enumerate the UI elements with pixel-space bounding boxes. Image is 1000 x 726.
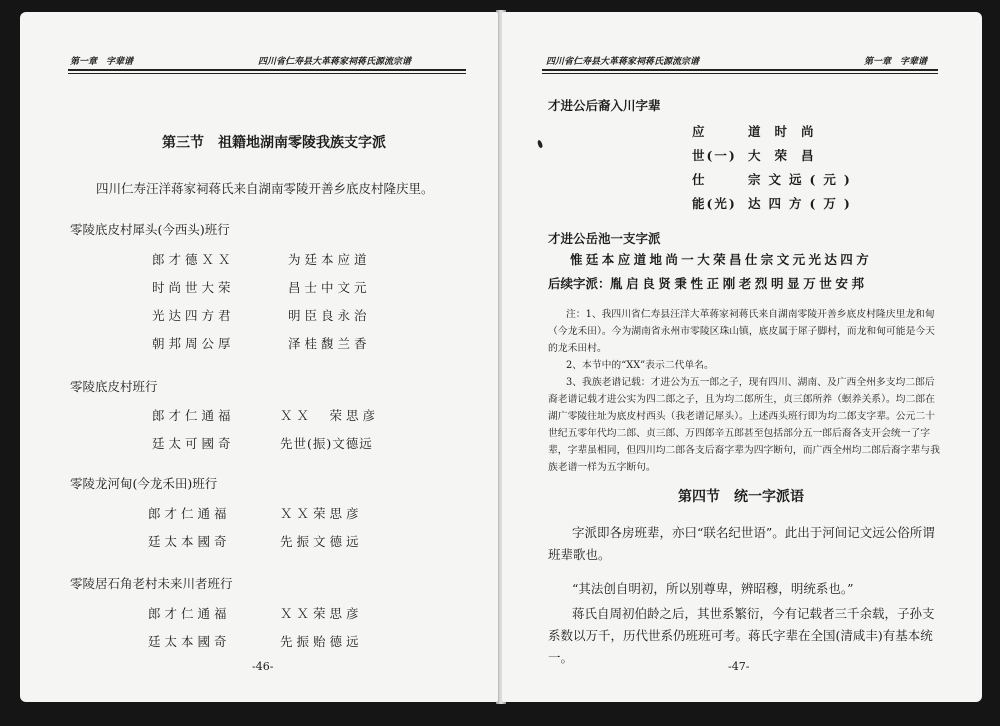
left-header-rule — [68, 69, 466, 71]
right-header-rule — [542, 69, 938, 71]
right-page-number: -47- — [728, 660, 750, 673]
right-header-book-title: 四川省仁寿县大革蒋家祠蒋氏源流宗谱 — [546, 57, 700, 67]
left-page-number: -46- — [252, 660, 274, 673]
right-section-title: 第四节 统一字派语 — [678, 489, 804, 505]
poem-first-char: 能(光) — [692, 196, 737, 211]
left-page — [20, 12, 498, 702]
group-heading: 才进公后裔入川字辈 — [548, 98, 661, 113]
right-page — [502, 12, 982, 702]
genealogy-right-col: ＸＸ荣思彦 — [280, 606, 363, 621]
genealogy-left-col: 朝邦周公厚 — [152, 336, 235, 351]
genealogy-left-col: 时尚世大荣 — [152, 280, 235, 295]
poem-first-char: 仕 — [692, 172, 709, 187]
quote-line: “其法创自明初，所以别尊卑，辨昭穆，明统系也。” — [572, 581, 854, 596]
genealogy-left-col: 郎才仁通福 — [148, 606, 231, 621]
poem-first-char: 世(一) — [692, 148, 737, 163]
genealogy-left-col: 郎才仁通福 — [148, 506, 231, 521]
genealogy-left-col: 郎才德ＸＸ — [152, 252, 235, 267]
genealogy-left-col: 光达四方君 — [152, 308, 235, 323]
genealogy-right-col: 昌士中文元 — [288, 280, 371, 295]
group-heading: 零陵底皮村犀头(今西头)班行 — [70, 222, 230, 237]
note-paragraph: 注：1、我四川省仁寿县汪洋大革蒋家祠蒋氏来自湖南零陵开善乡底皮村隆庆里龙和甸（今龙禾田）。今为湖南省永州市零陵区珠山镇，底皮属于犀子脚村，而龙和甸可能是今天的龙禾田村。 — [548, 309, 935, 354]
genealogy-right-col: 为廷本应道 — [288, 252, 371, 267]
continuation-line: 胤启良贤秉性正刚老烈明显万世安邦 — [610, 276, 868, 291]
genealogy-right-col: 明臣良永治 — [288, 308, 371, 323]
poem-rest: 道时尚 — [748, 124, 828, 139]
genealogy-right-col: ＸＸ 荣思彦 — [280, 408, 380, 423]
group-heading: 零陵居石角老村未来川者班行 — [70, 576, 233, 591]
note-paragraph: 2、本节中的“XX”表示二代单名。 — [566, 360, 714, 371]
poem-rest: 宗文远(元) — [748, 172, 858, 187]
body-paragraph: 字派即各房班辈，亦曰“联名纪世语”。此出于河间记文远公俗所谓班辈歌也。 — [548, 525, 935, 562]
note-paragraph: 3、我族老谱记载：才进公为五一郎之子，现有四川、湖南、及广西全州多支均二郎后裔老谱记载才进公实为四二郎之子，且为均二郎所生，贞三郎所养（螟养关系）。均二郎在湖广零陵往址为底皮村西头（我老谱记犀头）。上述西头班行即为均二郎支字辈。公元二十世纪五零年代均二郎、贞三郎、万四郎辛五郎甚至包括部分五一郎后裔各支开会统一了字辈，字辈虽相同，但四川均二郎各支后裔字辈为四字断句，而广西全州均二郎后裔字辈与我族老谱一样为五字断句。 — [548, 377, 940, 473]
genealogy-right-col: 先振文德远 — [280, 534, 363, 549]
genealogy-right-col: 泽桂馥兰香 — [288, 336, 371, 351]
ink-mark — [537, 140, 543, 149]
genealogy-left-col: 廷太本國奇 — [148, 534, 231, 549]
genealogy-left-col: 廷太本國奇 — [148, 634, 231, 649]
genealogy-right-col: 先世(振)文德远 — [280, 436, 373, 451]
left-header-rule-thin — [68, 73, 466, 74]
right-header-rule-thin — [542, 73, 938, 74]
group-heading: 零陵龙河甸(今龙禾田)班行 — [70, 476, 218, 491]
continuation-label: 后续字派： — [548, 276, 611, 291]
genealogy-left-col: 廷太可國奇 — [152, 436, 235, 451]
genealogy-right-col: 先振贻德远 — [280, 634, 363, 649]
poem-first-char: 应 — [692, 124, 709, 139]
right-header-chapter: 第一章 字辈谱 — [864, 57, 928, 67]
body-paragraph: 蒋氏自周初伯龄之后，其世系繁衍，今有记载者三千余载，子孙支系数以万千，历代世系仍班班可考。蒋氏字辈在全国(清咸丰)有基本统一。 — [548, 606, 935, 665]
left-intro: 四川仁寿汪洋蒋家祠蒋氏来自湖南零陵开善乡底皮村隆庆里。 — [96, 181, 434, 196]
left-header-chapter: 第一章 字辈谱 — [70, 57, 134, 67]
genealogy-line: 惟廷本应道地尚一大荣昌仕宗文元光达四方 — [570, 252, 873, 267]
genealogy-right-col: ＸＸ荣思彦 — [280, 506, 363, 521]
group-heading: 零陵底皮村班行 — [70, 379, 158, 394]
poem-rest: 达四方(万) — [748, 196, 858, 211]
genealogy-left-col: 郎才仁通福 — [152, 408, 235, 423]
poem-rest: 大荣昌 — [748, 148, 828, 163]
group-heading: 才进公岳池一支字派 — [548, 231, 661, 246]
left-section-title: 第三节 祖籍地湖南零陵我族支字派 — [162, 135, 386, 151]
left-header-book-title: 四川省仁寿县大革蒋家祠蒋氏源流宗谱 — [258, 57, 412, 67]
